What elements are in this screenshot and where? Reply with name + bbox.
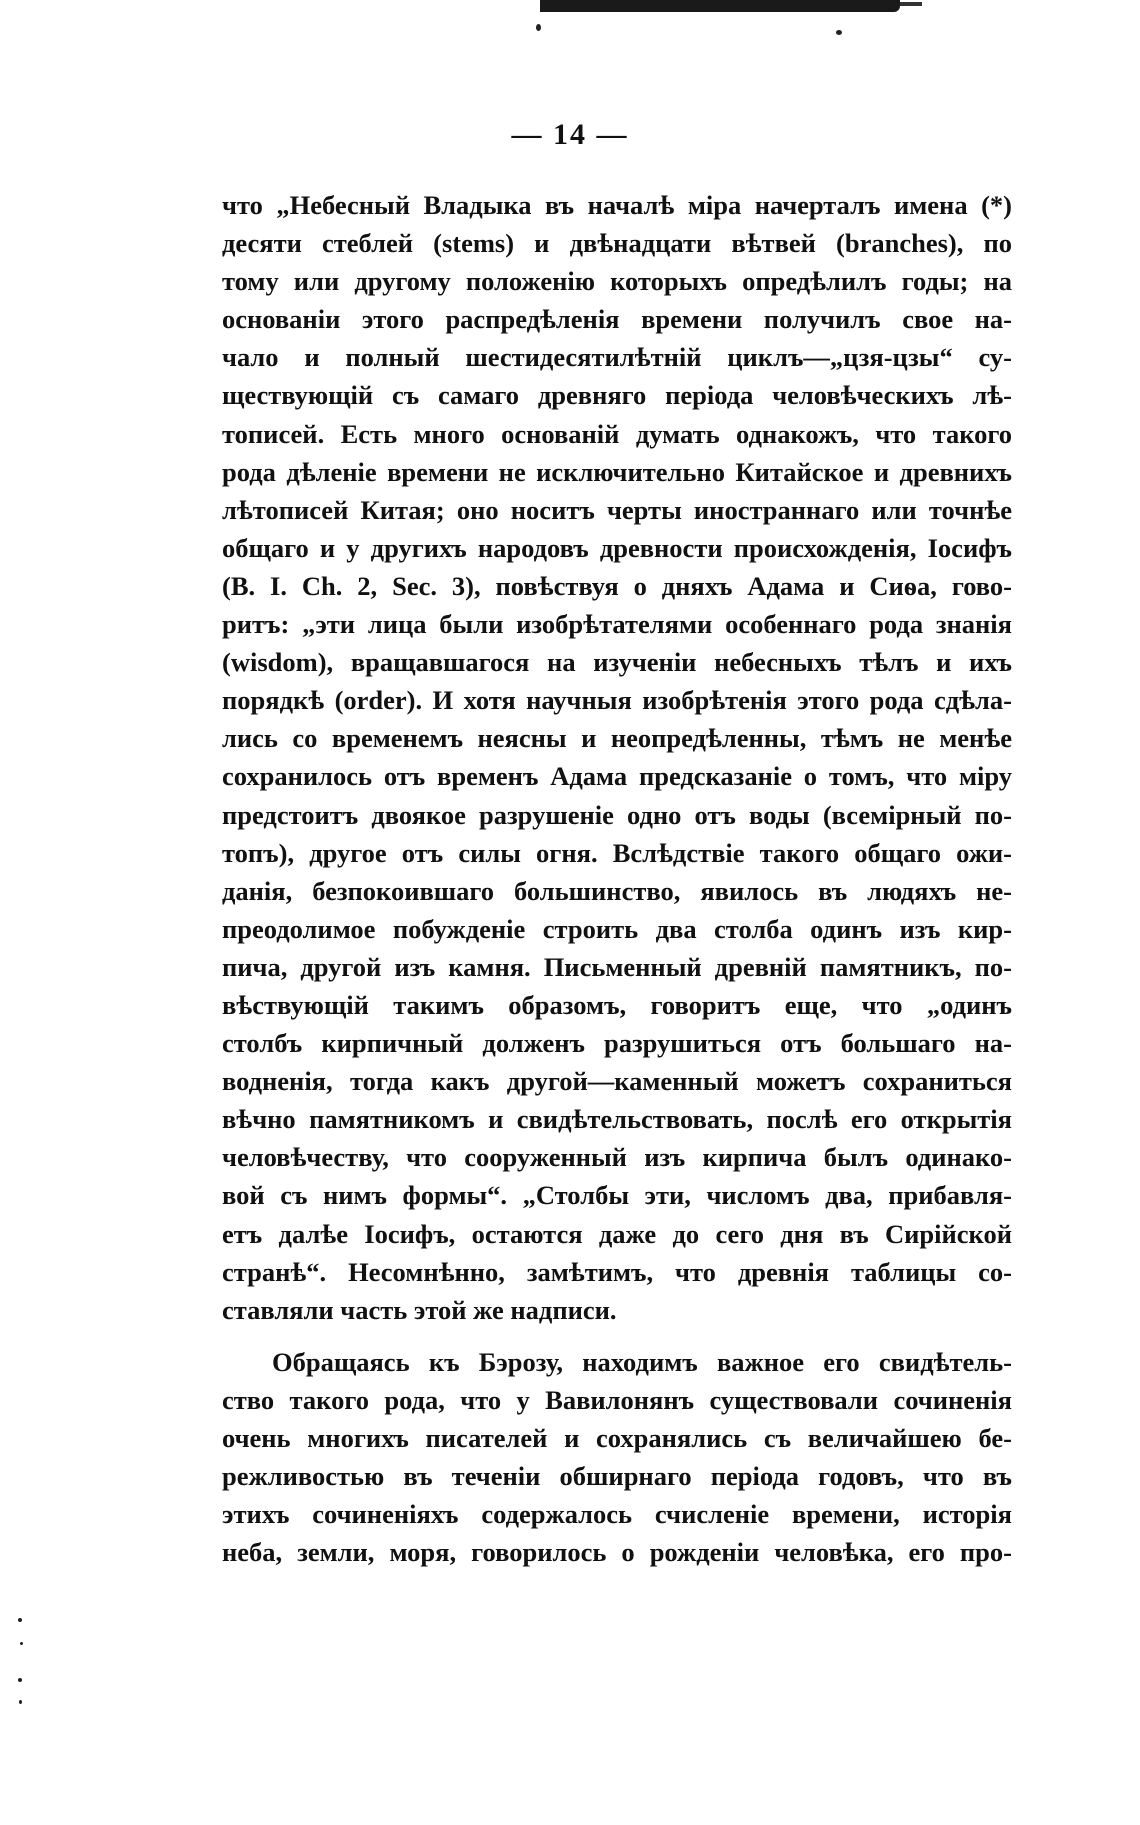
text-line: вой съ нимъ формы“. „Столбы эти, числомъ два, прибавля- <box>222 1180 1012 1211</box>
text-line: странѣ“. Несомнѣнно, замѣтимъ, что древнія таблицы со- <box>222 1256 1012 1287</box>
text-line: что „Небесный Владыка въ началѣ міра начерталъ имена (*) <box>222 190 1012 220</box>
text-line: ство такого рода, что у Вавилонянъ существовали сочиненія <box>222 1384 1012 1415</box>
ink-speck <box>18 1678 22 1682</box>
ink-speck <box>836 30 842 35</box>
text-line: предстоитъ двоякое разрушеніе одно отъ воды (всемірный по- <box>222 799 1012 830</box>
text-line: неба, земли, моря, говорилось о рожденіи человѣка, его про- <box>222 1537 1012 1568</box>
text-line: тописей. Есть много основаній думать однакожъ, что такого <box>222 418 1012 449</box>
text-line: пича, другой изъ камня. Письменный древній памятникъ, по- <box>222 951 1012 982</box>
text-line: порядкѣ (order). И хотя научныя изобрѣтенія этого рода сдѣла- <box>222 685 1012 716</box>
text-line: общаго и у другихъ народовъ древности происхожденія, Іосифъ <box>222 532 1012 563</box>
text-line: человѣчеству, что сооруженный изъ кирпича былъ одинако- <box>222 1142 1012 1173</box>
paragraph <box>222 1343 1012 1572</box>
text-line: сохранилось отъ временъ Адама предсказаніе о томъ, что міру <box>222 761 1012 792</box>
page-number: — 14 — <box>511 118 629 151</box>
text-line: режливостью въ теченіи обширнаго періода годовъ, что въ <box>222 1461 1012 1492</box>
text-line: тому или другому положенію которыхъ опредѣлилъ годы; на <box>222 266 1012 297</box>
text-line: вѣствующій такимъ образомъ, говоритъ еще, что „одинъ <box>222 989 1012 1020</box>
ink-smear <box>900 2 922 6</box>
text-line: основаніи этого распредѣленія времени получилъ свое на- <box>222 304 1012 335</box>
text-line: етъ далѣе Іосифъ, остаются даже до сего дня въ Сирійской <box>222 1218 1012 1249</box>
text-line: ритъ: „эти лица были изобрѣтателями особеннаго рода знанія <box>222 609 1012 640</box>
text-line: очень многихъ писателей и сохранялись съ величайшею бе- <box>222 1423 1012 1453</box>
text-line: (wisdom), вращавшагося на изученіи небесныхъ тѣлъ и ихъ <box>222 647 1012 678</box>
body-text <box>222 186 1012 1571</box>
ink-speck <box>18 1618 22 1622</box>
paragraph <box>222 186 1012 1329</box>
text-line: столбъ кирпичный долженъ разрушиться отъ большаго на- <box>222 1028 1012 1059</box>
text-line: лѣтописей Китая; оно носитъ черты иностраннаго или точнѣе <box>222 494 1012 525</box>
text-line: ставляли часть этой же надписи. <box>222 1294 617 1325</box>
text-line: водненія, тогда какъ другой—каменный можетъ сохраниться <box>222 1066 1012 1097</box>
text-line: данія, безпокоившаго большинство, явилось въ людяхъ не- <box>222 875 1012 906</box>
ink-speck <box>19 1700 22 1704</box>
text-line: этихъ сочиненіяхъ содержалось счисленіе времени, исторія <box>222 1499 1012 1530</box>
page-top-edge-smudge <box>540 0 900 12</box>
text-line: вѣчно памятникомъ и свидѣтельствовать, послѣ его открытія <box>222 1104 1012 1135</box>
text-line: рода дѣленіе времени не исключительно Китайское и древнихъ <box>222 456 1012 487</box>
text-line: десяти стеблей (stems) и двѣнадцати вѣтвей (branches), по <box>222 228 1012 259</box>
text-line: чало и полный шестидесятилѣтній циклъ—„цзя-цзы“ су- <box>222 342 1012 373</box>
text-line: лись со временемъ неясны и неопредѣленны, тѣмъ не менѣе <box>222 723 1012 754</box>
text-line: топъ), другое отъ силы огня. Вслѣдствіе такого общаго ожи- <box>222 837 1012 868</box>
ink-speck <box>536 24 541 31</box>
text-line: (B. I. Ch. 2, Sec. 3), повѣствуя о дняхъ Адама и Сиѳа, гово- <box>222 570 1012 601</box>
ink-speck <box>20 1642 23 1645</box>
text-line: ществующій съ самаго древняго періода человѣческихъ лѣ- <box>222 380 1012 411</box>
text-line: преодолимое побужденіе строить два столба одинъ изъ кир- <box>222 913 1012 944</box>
text-line: Обращаясь къ Бэрозу, находимъ важное его свидѣтель- <box>272 1346 1012 1377</box>
